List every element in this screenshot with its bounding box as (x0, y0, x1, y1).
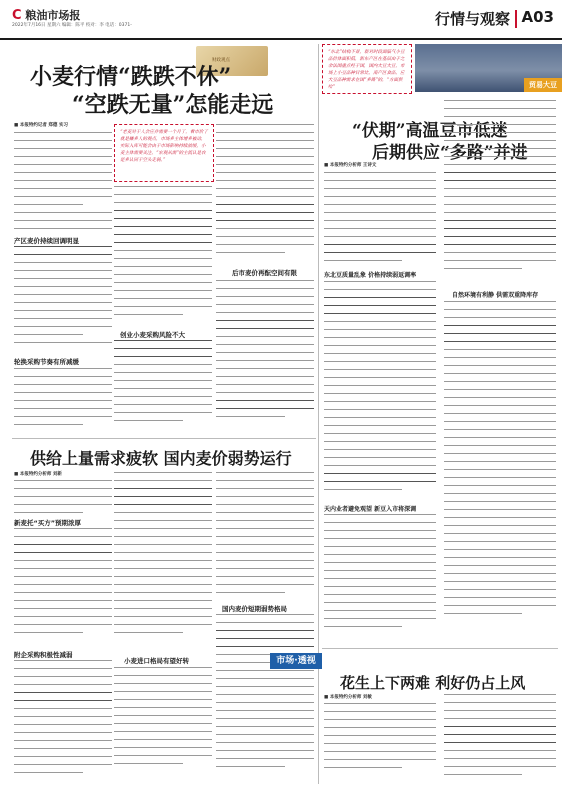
article1-subhead-5: 创业小麦采购风险不大 (120, 331, 185, 339)
article1-column-2 (114, 186, 212, 328)
article1-subhead-1: 产区麦价持续回调明显 (14, 237, 79, 245)
article1-headline-line1: 小麦行情“跌跌不休” (30, 64, 232, 90)
article1-column-1c (14, 368, 112, 438)
article2-subhead-4: 国内麦价短期弱势格局 (222, 605, 287, 613)
market-section-tag: 市场·透视 (270, 653, 322, 669)
article2-column-3b (216, 614, 314, 780)
article1-column-3 (216, 124, 314, 266)
masthead (0, 0, 562, 40)
section-divider (515, 10, 517, 28)
article1-pullquote: “老麦对于人会应并需要一个月了，看市价了就是赚多人的观点，市场多主体增多被动，实际入库可能会由于市场影响持续放缓，小麦主体需要关注，“宏观从需”的主流认是农是多认同于空头走弱。” (114, 124, 214, 182)
article3-column-2 (444, 100, 556, 284)
issue-meta: 2022年7月16日 星期六 编辑：陈平 校对：李 电话：0371- (12, 23, 132, 28)
article2-column-1c (14, 660, 112, 780)
banner-graphic: 财政观点 (196, 46, 268, 76)
column-divider (318, 44, 319, 784)
article4-column-1 (324, 703, 436, 783)
article2-column-2 (114, 472, 212, 642)
article1-headline-line2: “空跌无量”怎能走远 (72, 92, 274, 118)
article2-subhead-2: 附企采购积极性减弱 (14, 651, 73, 659)
article4-column-2 (444, 694, 556, 784)
page-number: A03 (521, 8, 554, 26)
section-title: 行情与观察 (434, 10, 510, 28)
article4-headline: 花生上下两难 利好仍占上风 (340, 674, 526, 692)
article3-headline-line2: 后期供应“多路”并进 (372, 143, 528, 163)
article1-subhead-2: 后市麦价再酝空间有限 (232, 269, 297, 277)
article3-headline-line1: “伏期”高温豆市低迷 (352, 121, 508, 141)
soybean-photo (415, 44, 562, 92)
article1-subhead-3: 轮换采购节奏有所减缓 (14, 358, 79, 366)
divider (12, 438, 316, 439)
article3-pullquote: “东北”结构不景，新对时段面临气小豆品价体面积低，新东产区在基层由于之余法国重点经于国，国内大豆大豆，市场上小豆品种目常比，南产区食品，应大豆品种需求在国“多路”的，“方面供给” (322, 44, 412, 94)
article1-column-2b (114, 340, 212, 430)
article3-subhead-1: 东北豆质量乱象 价格持续弱返调率 (324, 272, 417, 279)
article3-subhead-2: 自然环境有利静 供需双重降库存 (452, 292, 539, 299)
article3-column-1 (324, 172, 436, 270)
article2-headline: 供给上量需求疲软 国内麦价弱势运行 (30, 449, 292, 468)
article1-byline: ■ 本报特约记者 郑德 实习 (14, 123, 68, 128)
article2-column-1b (14, 528, 112, 642)
article1-column-1b (14, 246, 112, 356)
divider (322, 648, 558, 649)
article3-column-1c (324, 514, 436, 644)
article2-column-2b (114, 667, 212, 780)
article2-byline: ■ 本报特约分析师 刘新 (14, 472, 62, 477)
article4-byline: ■ 本报特约分析师 刘敏 (324, 695, 372, 700)
article2-subhead-1: 新麦托“买方”预期浓厚 (14, 519, 82, 527)
photo-caption-tag: 贸易大豆 (524, 78, 562, 92)
article3-column-1b (324, 281, 436, 501)
article3-byline: ■ 本报特约分析师 王诗文 (324, 163, 377, 168)
newspaper-logo: C 粮油市场报 (12, 8, 81, 23)
article2-column-3 (216, 472, 314, 602)
article2-subhead-3: 小麦进口格局有望好转 (124, 657, 189, 665)
article2-column-1 (14, 480, 112, 516)
article3-column-2b (444, 301, 556, 647)
article1-column-3b (216, 280, 314, 430)
article3-subhead-3: 天内业者避免观望 新豆入市将深调 (324, 506, 417, 513)
